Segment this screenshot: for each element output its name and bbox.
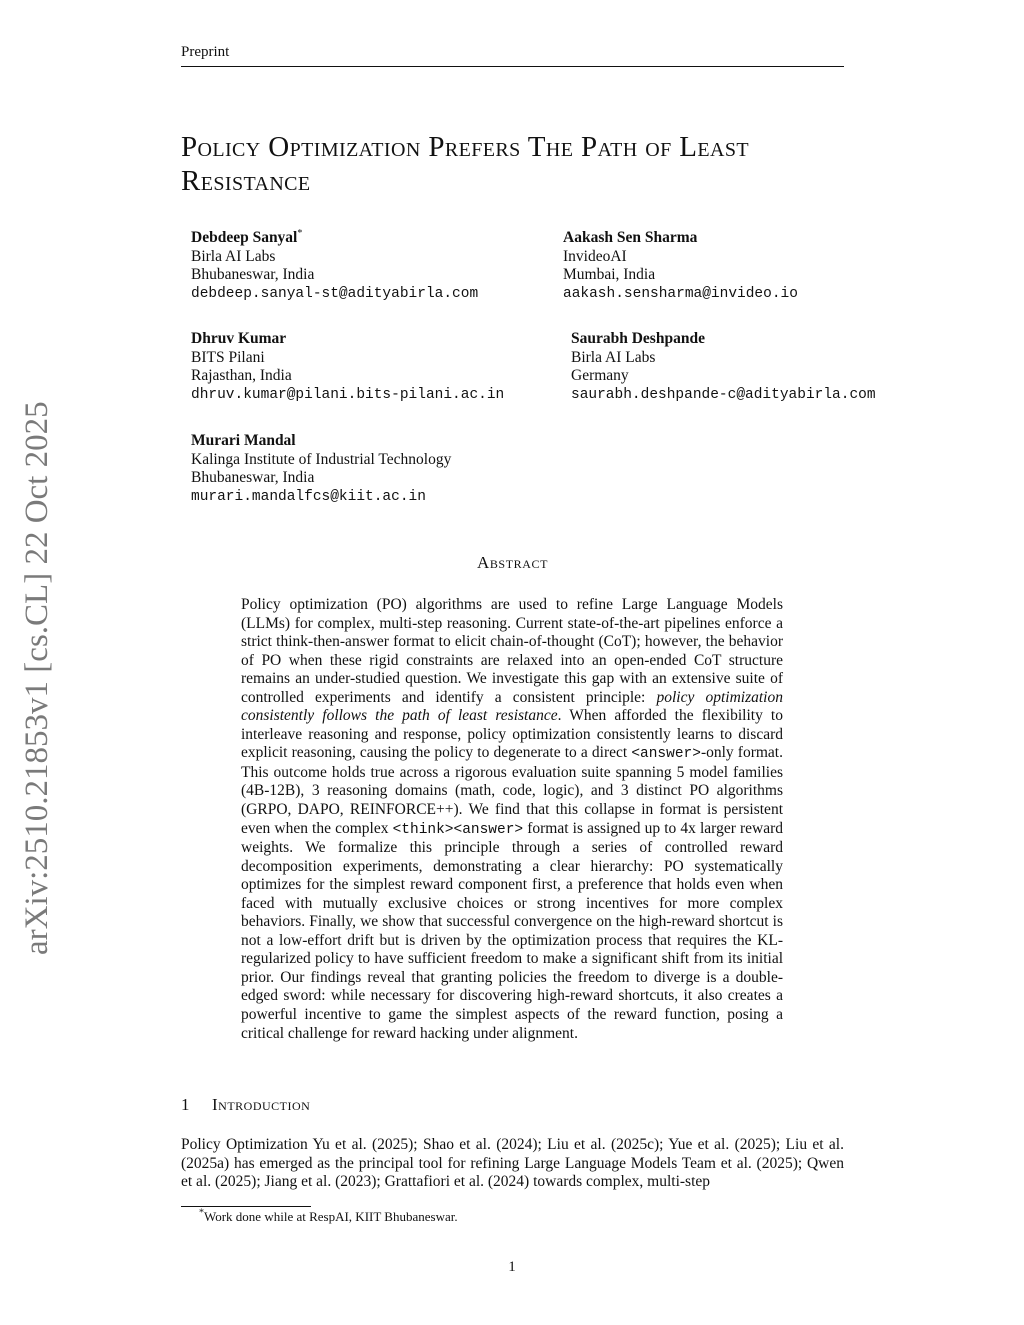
author-affiliation: Birla AI Labs	[191, 247, 276, 265]
author-block-1	[191, 229, 478, 303]
header-rule	[181, 66, 844, 67]
section-heading-introduction	[181, 1095, 310, 1115]
introduction-paragraph: Policy Optimization Yu et al. (2025); Shao et al. (2024); Liu et al. (2025c); Yue et al. (2025); Liu et al. (2025a) has emerged as the principal tool for refining Large Language Models Team et al. (2025); Qwen et al. (2025); Jiang et al. (2023); Grattafiori et al. (2024) towards complex, multi-step	[181, 1136, 844, 1191]
author-name: Aakash Sen Sharma	[563, 229, 698, 246]
author-name: Dhruv Kumar	[191, 330, 287, 347]
abstract-text-4: format is assigned up to 4x larger reward weights. We formalize this principle through a series of controlled reward decomposition experiments, demonstrating a clear hierarchy: PO systematically optimizes for the simplest reward component first, a preference that holds even when faced with mutually exclusive choices or strong incentives for more complex behaviors. Finally, we show that successful convergence on the high-reward shortcut is not a low-effort drift but is driven by the optimization process that requires the KL-regularized policy to have sufficient freedom to make a significant shift from its initial prior. Our findings reveal that granting policies the freedom to diverge is a double-edged sword: while necessary for discovering high-reward shortcuts, it also creates a powerful incentive to game the simplest aspects of the reward function, posing a critical challenge for reward hacking under alignment.	[241, 819, 783, 1042]
paper-title: Policy Optimization Prefers The Path of Least Resistance	[181, 131, 749, 197]
abstract-text-2: . When afforded the flexibility to interleave reasoning and response, policy optimization consistently learns to discard explicit reasoning, causing the policy to degenerate to a direct	[241, 707, 783, 762]
author-block-4	[571, 330, 876, 404]
author-affiliation: Birla AI Labs	[571, 348, 656, 366]
think-answer-tag: <think><answer>	[392, 821, 524, 838]
abstract-heading: Abstract	[476, 553, 549, 572]
abstract-text-3: -only format. This outcome holds true across a rigorous evaluation suite spanning 5 model families (4B-12B), 3 reasoning domains (math, code, logic), and 3 distinct PO algorithms (GRPO, DAPO, REINFORCE++). We find that this collapse in format is persistent even when the complex	[241, 744, 783, 837]
author-location: Germany	[571, 367, 629, 384]
author-location: Bhubaneswar, India	[191, 266, 315, 283]
author-block-3	[191, 330, 504, 404]
answer-tag: <answer>	[631, 746, 701, 763]
author-block-2	[563, 229, 798, 303]
author-email[interactable]: dhruv.kumar@pilani.bits-pilani.ac.in	[191, 386, 505, 403]
author-name: Saurabh Deshpande	[571, 330, 705, 347]
section-title: Introduction	[212, 1095, 311, 1114]
abstract-text-1: Policy optimization (PO) algorithms are used to refine Large Language Models (LLMs) for complex, multi-step reasoning. Current state-of-the-art pipelines enforce a strict think-then-answer format to elicit chain-of-thought (CoT); however, the behavior of PO when these rigid constraints are relaxed into an open-ended CoT structure remains an under-studied question. We investigate this gap with an extensive suite of controlled experiments and identify a consistent principle:	[241, 596, 783, 706]
arxiv-identifier-stamp[interactable]: arXiv:2510.21853v1 [cs.CL] 22 Oct 2025	[19, 401, 55, 955]
author-affiliation: InvideoAI	[563, 247, 627, 265]
author-affiliation: BITS Pilani	[191, 348, 265, 366]
page-number: 1	[508, 1259, 516, 1275]
section-number: 1	[181, 1095, 190, 1114]
running-head: Preprint	[181, 44, 230, 60]
author-location: Mumbai, India	[563, 266, 656, 283]
author-location: Bhubaneswar, India	[191, 469, 315, 486]
abstract-body	[241, 596, 783, 1043]
footnote-mark: *	[199, 1207, 204, 1219]
author-email[interactable]: aakash.sensharma@invideo.io	[563, 285, 798, 302]
author-email[interactable]: murari.mandalfcs@kiit.ac.in	[191, 488, 426, 505]
author-affiliation: Kalinga Institute of Industrial Technology	[191, 450, 452, 468]
footnote	[199, 1209, 458, 1225]
author-name: Murari Mandal	[191, 432, 296, 449]
author-email[interactable]: debdeep.sanyal-st@adityabirla.com	[191, 285, 479, 302]
footnote-marker[interactable]: *	[297, 227, 303, 239]
author-location: Rajasthan, India	[191, 367, 292, 384]
footnote-text: Work done while at RespAI, KIIT Bhubaneswar.	[204, 1209, 458, 1224]
author-name: Debdeep Sanyal	[191, 229, 298, 246]
author-block-5	[191, 432, 451, 506]
abstract-emphasis: policy optimization consistently follows the path of least resistance	[241, 688, 783, 725]
author-email[interactable]: saurabh.deshpande-c@adityabirla.com	[571, 386, 876, 403]
